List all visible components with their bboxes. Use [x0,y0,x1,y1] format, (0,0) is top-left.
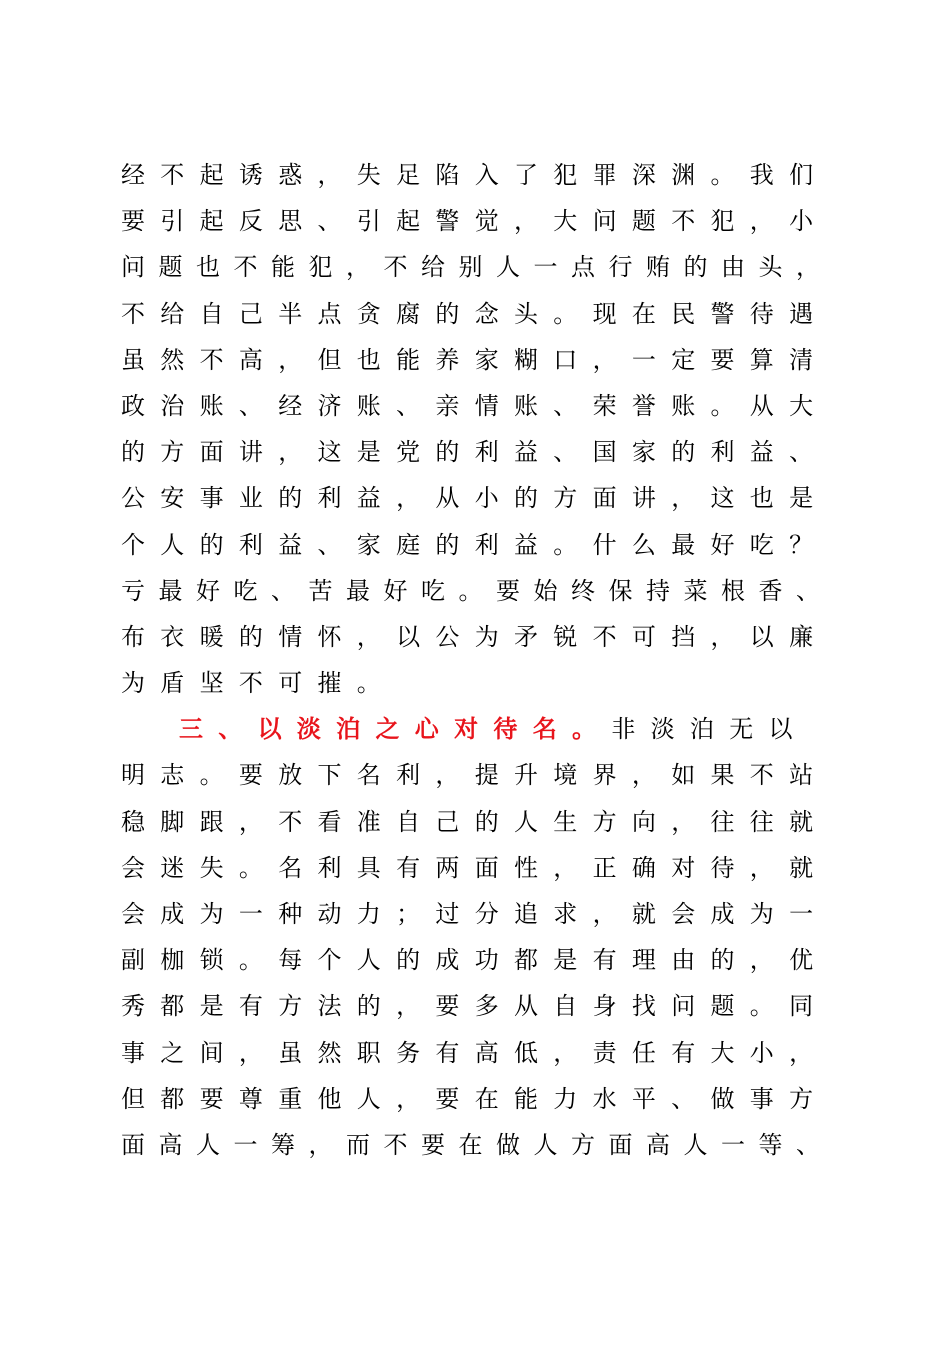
text-line: 经不起诱惑，失足陷入了犯罪深渊。我们 [121,161,829,189]
text-line: 公安事业的利益，从小的方面讲，这也是 [121,484,829,513]
text-line: 亏最好吃、苦最好吃。要始终保持菜根香、 [121,576,834,605]
section-heading: 三、以淡泊之心对待名。 [179,714,612,744]
text-line: 明志。要放下名利，提升境界，如果不站 [121,761,829,790]
text-line: 布衣暖的情怀，以公为矛锐不可挡，以廉 [121,622,829,651]
text-line: 政治账、经济账、亲情账、荣誉账。从大 [121,391,829,420]
text-line: 副枷锁。每个人的成功都是有理由的，优 [121,946,829,975]
text-line: 事之间，虽然职务有高低，责任有大小， [121,1038,829,1067]
text-line: 秀都是有方法的，要多从自身找问题。同 [121,992,829,1021]
text-line: 会成为一种动力；过分追求，就会成为一 [121,900,829,928]
text-line: 稳脚跟，不看准自己的人生方向，往往就 [121,807,829,836]
heading-line-text: 非淡泊无以 [611,715,808,744]
text-line: 不给自己半点贪腐的念头。现在民警待遇 [121,299,829,328]
text-line: 问题也不能犯，不给别人一点行贿的由头， [121,253,834,282]
text-line: 的方面讲，这是党的利益、国家的利益、 [121,438,829,467]
document-body [121,152,841,1168]
text-line: 会迷失。名利具有两面性，正确对待，就 [121,853,829,882]
text-line: 虽然不高，但也能养家糊口，一定要算清 [121,345,829,374]
text-line: 但都要尊重他人，要在能力水平、做事方 [121,1084,829,1113]
text-line: 面高人一筹，而不要在做人方面高人一等、 [121,1130,834,1159]
text-line: 为盾坚不可摧。 [121,669,397,698]
text-line: 个人的利益、家庭的利益。什么最好吃？ [121,530,829,559]
section-heading-line [121,706,841,752]
text-line: 要引起反思、引起警觉，大问题不犯，小 [121,207,829,236]
